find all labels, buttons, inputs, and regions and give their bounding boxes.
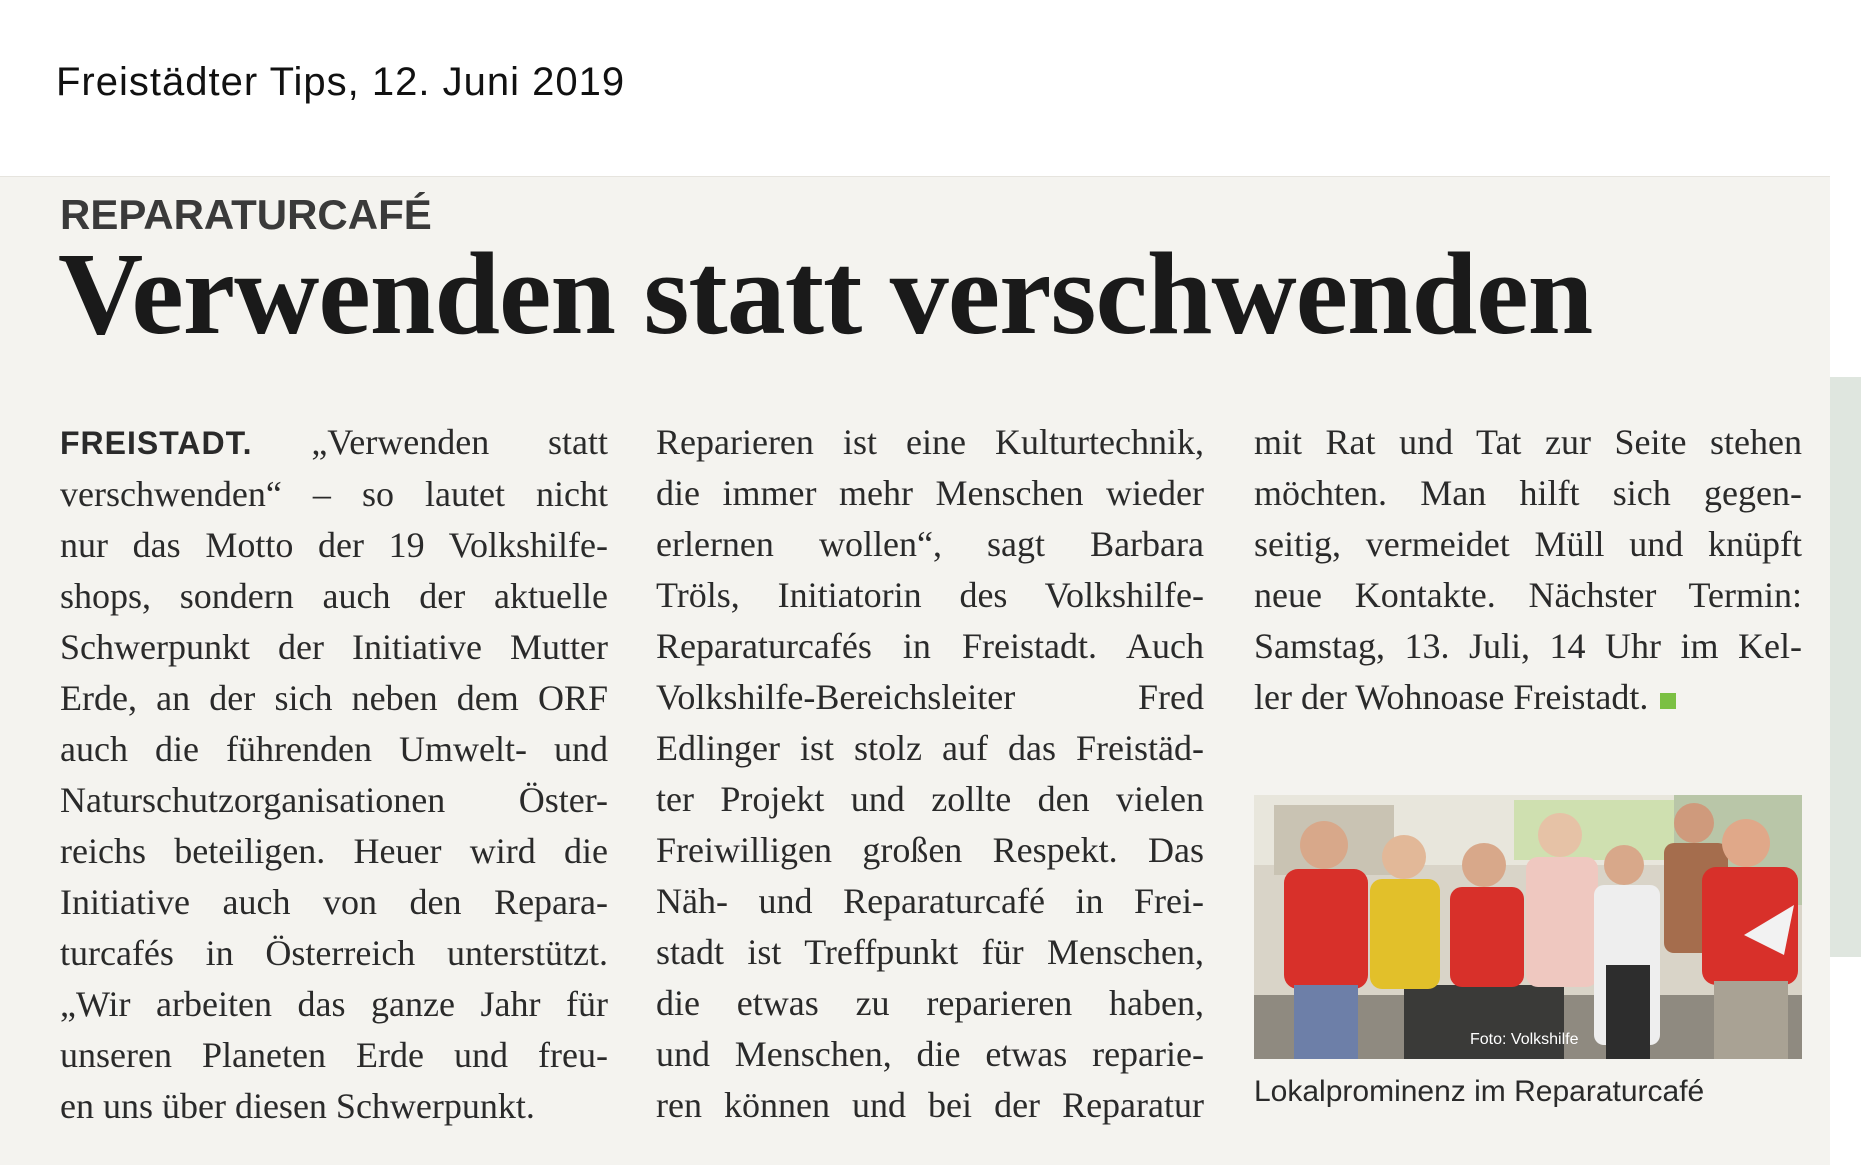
column-line: turcafés in Österreich unterstützt. [60, 933, 608, 973]
column-line: seitig, vermeidet Müll und knüpft [1254, 524, 1802, 564]
article-kicker: REPARATURCAFÉ [60, 191, 432, 238]
column-line: neue Kontakte. Nächster Termin: [1254, 575, 1802, 615]
article-column-2 [656, 417, 1204, 1131]
source-line: Freistädter Tips, 12. Juni 2019 [56, 60, 626, 104]
column-line: Näh- und Reparaturcafé in Frei- [656, 881, 1204, 921]
column-line: „Wir arbeiten das ganze Jahr für [60, 984, 608, 1024]
column-line: Naturschutzorganisationen Öster- [60, 780, 608, 820]
column-line: nur das Motto der 19 Volkshilfe- [60, 525, 608, 565]
column-line: Tröls, Initiatorin des Volkshilfe- [656, 575, 1204, 615]
column-line: Erde, an der sich neben dem ORF [60, 678, 608, 718]
column-line: mit Rat und Tat zur Seite stehen [1254, 422, 1802, 462]
photo-credit: Foto: Volkshilfe [1470, 1031, 1579, 1048]
article-column-3 [1254, 417, 1802, 723]
column-line: die etwas zu reparieren haben, [656, 983, 1204, 1023]
column-line: auch die führenden Umwelt- und [60, 729, 608, 769]
column-line: shops, sondern auch der aktuelle [60, 576, 608, 616]
column-line: und Menschen, die etwas reparie- [656, 1034, 1204, 1074]
column-line: Samstag, 13. Juli, 14 Uhr im Kel- [1254, 626, 1802, 666]
column-line: ler der Wohnoase Freistadt. [1254, 677, 1649, 717]
column-line: Initiative auch von den Repara- [60, 882, 608, 922]
column-line: Reparaturcafés in Freistadt. Auch [656, 626, 1204, 666]
photo-caption: Lokalprominenz im Reparaturcafé [1254, 1075, 1705, 1108]
newspaper-clipping [0, 176, 1830, 1165]
column-line: Schwerpunkt der Initiative Mutter [60, 627, 608, 667]
column-line: ren können und bei der Reparatur [656, 1085, 1204, 1125]
column-line: reichs beteiligen. Heuer wird die [60, 831, 608, 871]
column-line: verschwenden“ – so lautet nicht [60, 474, 608, 514]
column-line: möchten. Man hilft sich gegen- [1254, 473, 1802, 513]
column-line: unseren Planeten Erde und freu- [60, 1035, 608, 1075]
column-line: erlernen wollen“, sagt Barbara [656, 524, 1204, 564]
article-column-1 [60, 417, 608, 1132]
column-line: „Verwenden statt [311, 422, 609, 462]
column-line: ter Projekt und zollte den vielen [656, 779, 1204, 819]
column-line: Freiwilligen großen Respekt. Das [656, 830, 1204, 870]
column-line: Volkshilfe-Bereichsleiter Fred [656, 677, 1204, 717]
column-line: Edlinger ist stolz auf das Freistäd- [656, 728, 1204, 768]
column-line: en uns über diesen Schwerpunkt. [60, 1086, 535, 1126]
column-line: Reparieren ist eine Kulturtechnik, [656, 422, 1204, 462]
adjacent-article-edge [1830, 377, 1861, 957]
column-line: stadt ist Treffpunkt für Menschen, [656, 932, 1204, 972]
column-line: die immer mehr Menschen wieder [656, 473, 1204, 513]
article-headline: Verwenden statt verschwenden [58, 228, 1593, 359]
dateline: FREISTADT. [60, 425, 253, 461]
end-of-article-mark [1660, 693, 1676, 709]
article-photo [1254, 795, 1802, 1059]
group-photo-illustration [1254, 795, 1802, 1059]
